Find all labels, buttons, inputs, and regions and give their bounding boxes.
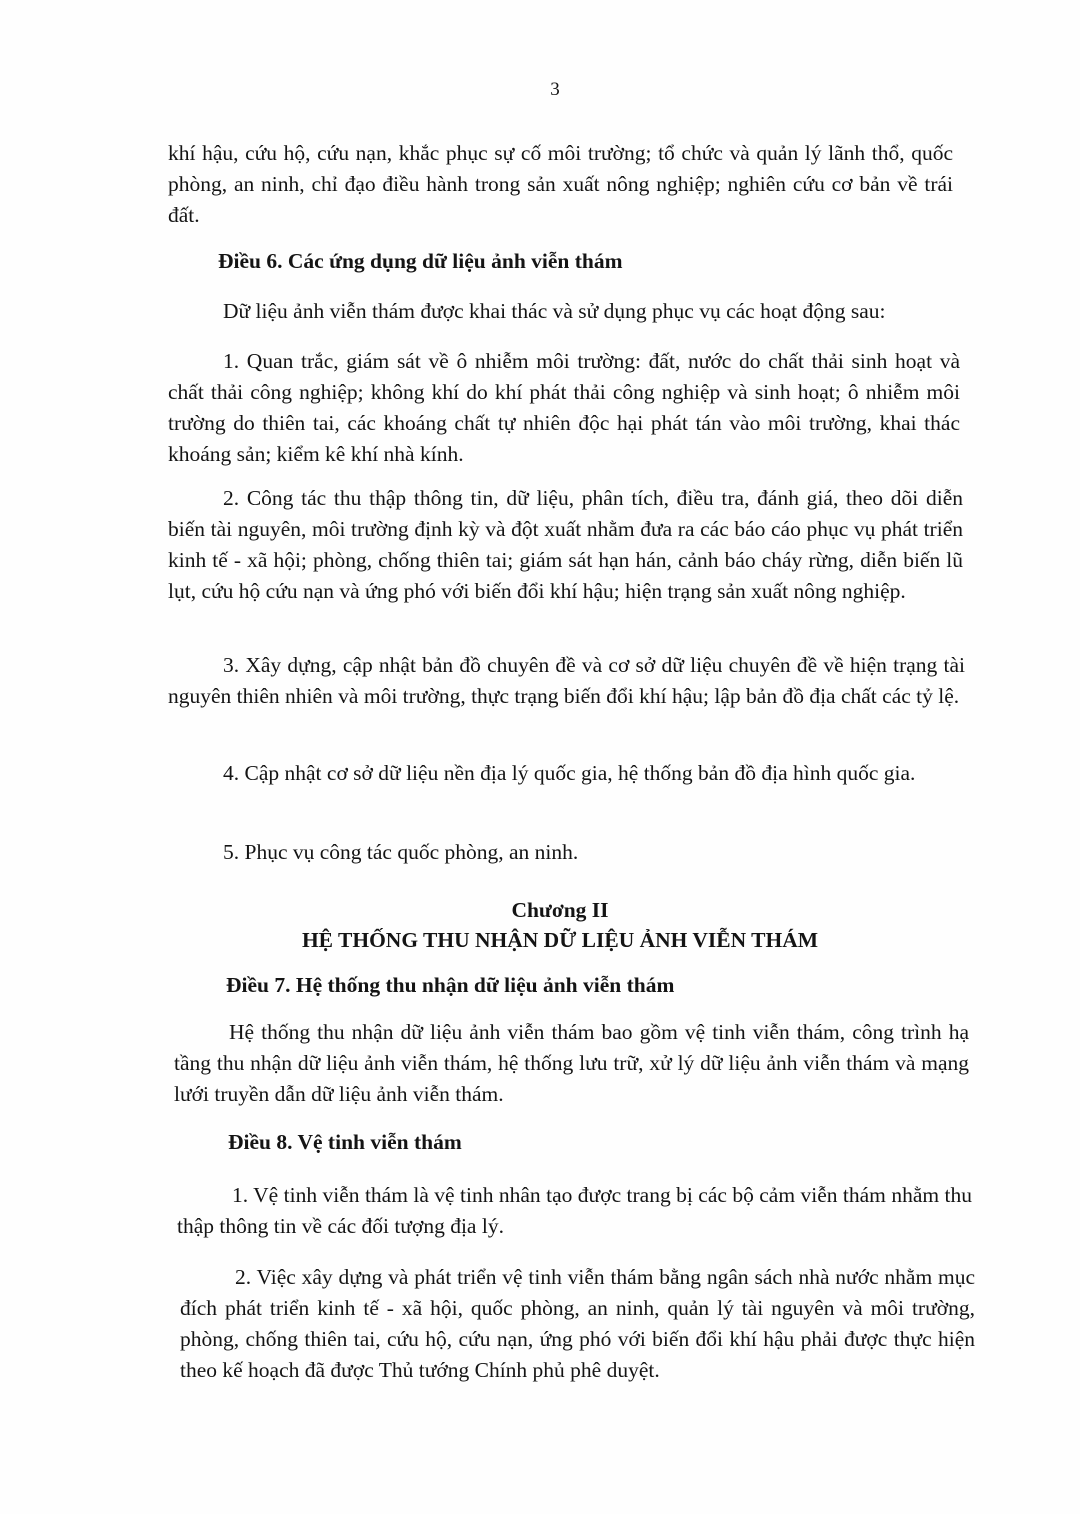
article-6-item-5: 5. Phục vụ công tác quốc phòng, an ninh. [223, 840, 579, 864]
article-6-item-4: 4. Cập nhật cơ sở dữ liệu nền địa lý quốc gia, hệ thống bản đồ địa hình quốc gia. [223, 761, 916, 785]
article-7-heading: Điều 7. Hệ thống thu nhận dữ liệu ảnh viễn thám [226, 973, 675, 997]
article-6-item-1: 1. Quan trắc, giám sát về ô nhiễm môi trường: đất, nước do chất thải sinh hoạt và chất thải công nghiệp; không khí do khí phát thải công nghiệp và sinh hoạt; ô nhiễm môi trường do thiên tai, các khoáng chất tự nhiên độc hại phát tán vào môi trường, khai thác khoáng sản; kiểm kê khí nhà kính. [168, 349, 960, 466]
continuation-paragraph: khí hậu, cứu hộ, cứu nạn, khắc phục sự cố môi trường; tổ chức và quản lý lãnh thổ, quốc phòng, an ninh, chỉ đạo điều hành trong sản xuất nông nghiệp; nghiên cứu cơ bản về trái đất. [168, 141, 953, 227]
page-number: 3 [550, 79, 560, 100]
article-8-heading: Điều 8. Vệ tinh viễn thám [228, 1130, 462, 1154]
chapter-title: HỆ THỐNG THU NHẬN DỮ LIỆU ẢNH VIỄN THÁM [301, 928, 819, 952]
article-6-intro: Dữ liệu ảnh viễn thám được khai thác và sử dụng phục vụ các hoạt động sau: [223, 299, 886, 323]
article-7-body: Hệ thống thu nhận dữ liệu ảnh viễn thám bao gồm vệ tinh viễn thám, công trình hạ tầng thu nhận dữ liệu ảnh viễn thám, hệ thống lưu trữ, xử lý dữ liệu ảnh viễn thám và mạng lưới truyền dẫn dữ liệu ảnh viễn thám. [174, 1020, 969, 1106]
article-6-item-2: 2. Công tác thu thập thông tin, dữ liệu, phân tích, điều tra, đánh giá, theo dõi diễn biến tài nguyên, môi trường định kỳ và đột xuất nhằm đưa ra các báo cáo phục vụ phát triển kinh tế - xã hội; phòng, chống thiên tai; giám sát hạn hán, cảnh báo cháy rừng, diễn biến lũ lụt, cứu hộ cứu nạn và ứng phó với biến đổi khí hậu; hiện trạng sản xuất nông nghiệp. [168, 486, 963, 603]
article-6-item-3: 3. Xây dựng, cập nhật bản đồ chuyên đề và cơ sở dữ liệu chuyên đề về hiện trạng tài nguyên thiên nhiên và môi trường, thực trạng biến đổi khí hậu; lập bản đồ địa chất các tỷ lệ. [168, 653, 965, 708]
article-8-item-1: 1. Vệ tinh viễn thám là vệ tinh nhân tạo được trang bị các bộ cảm viễn thám nhằm thu thập thông tin về các đối tượng địa lý. [177, 1183, 972, 1238]
article-8-item-2: 2. Việc xây dựng và phát triển vệ tinh viễn thám bằng ngân sách nhà nước nhằm mục đích phát triển kinh tế - xã hội, quốc phòng, an ninh, quản lý tài nguyên và môi trường, phòng, chống thiên tai, cứu hộ, cứu nạn, ứng phó với biến đổi khí hậu phải được thực hiện theo kế hoạch đã được Thủ tướng Chính phủ phê duyệt. [180, 1265, 975, 1382]
article-6-heading: Điều 6. Các ứng dụng dữ liệu ảnh viễn thám [218, 249, 623, 273]
chapter-number: Chương II [511, 898, 609, 922]
